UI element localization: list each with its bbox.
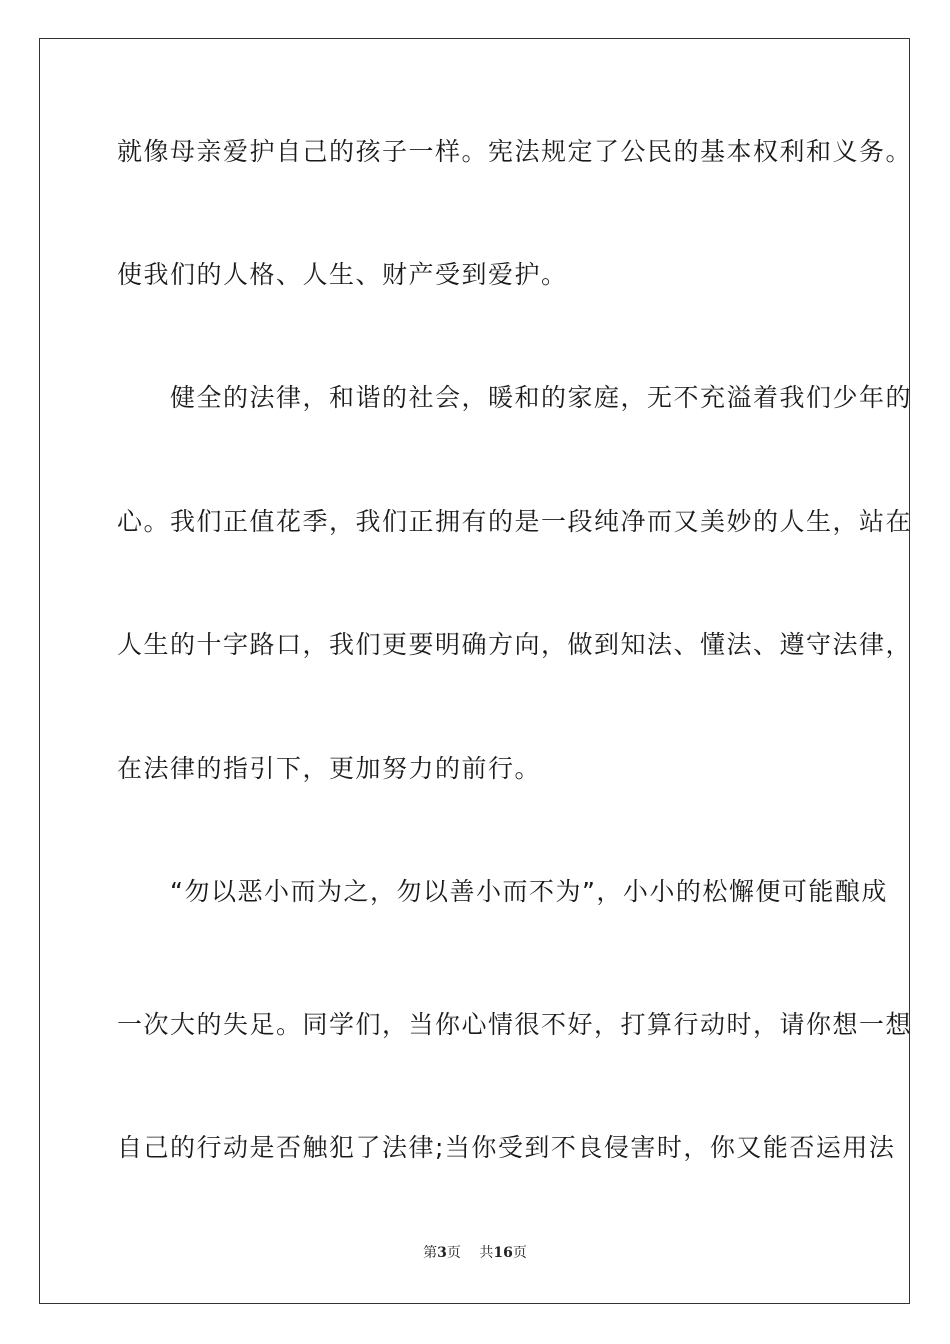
text-line-2: 使我们的人格、人生、财产受到爱护。 [117,260,568,289]
total-pages: 16 [493,1245,513,1261]
total-suffix: 页 [512,1245,527,1261]
total-prefix: 共 [479,1245,494,1261]
text-line-3: 健全的法律，和谐的社会，暖和的家庭，无不充溢着我们少年的 [117,383,913,412]
text-line-6: 在法律的指引下，更加努力的前行。 [117,754,542,783]
text-line-1: 就像母亲爱护自己的孩子一样。宪法规定了公民的基本权利和义务。 [117,137,913,166]
page-number: 3 [437,1245,447,1261]
page-prefix: 第 [423,1245,438,1261]
page-suffix: 页 [446,1245,461,1261]
page-border [39,38,913,1304]
text-line-9: 自己的行动是否触犯了法律;当你受到不良侵害时，你又能否运用法 [117,1133,896,1162]
text-line-7: “勿以恶小而为之，勿以善小而不为”，小小的松懈便可能酿成 [117,877,888,906]
text-line-5: 人生的十字路口，我们更要明确方向，做到知法、懂法、遵守法律， [117,630,913,659]
page-footer [0,1242,950,1262]
text-line-8: 一次大的失足。同学们，当你心情很不好，打算行动时，请你想一想 [117,1010,913,1039]
text-line-4: 心。我们正值花季，我们正拥有的是一段纯净而又美妙的人生，站在 [117,507,913,536]
